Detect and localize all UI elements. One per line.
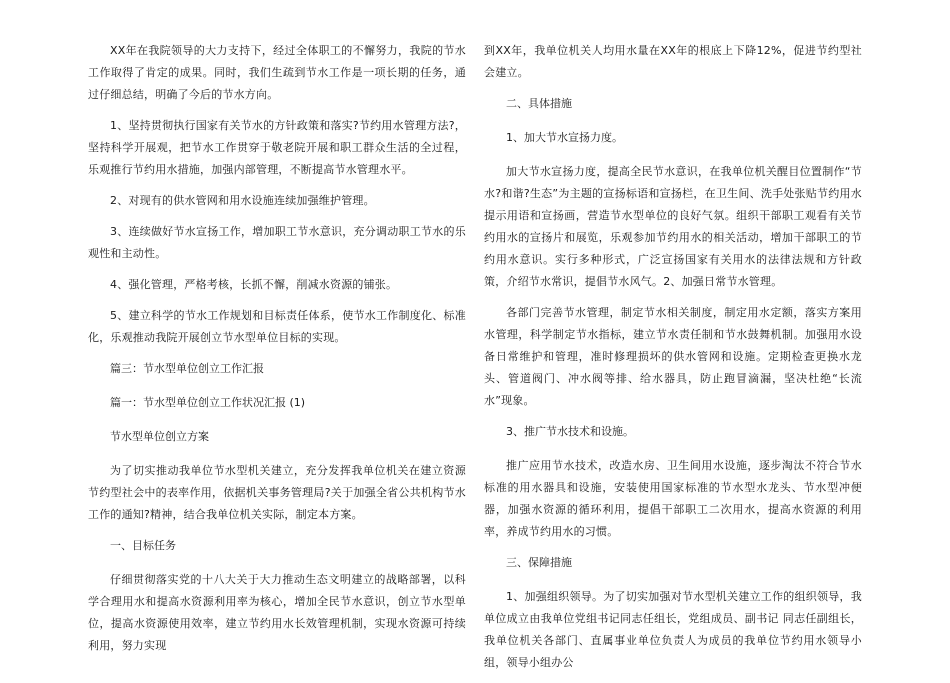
paragraph-measure-1: 加大节水宣扬力度，提高全民节水意识，在我单位机关醒目位置制作“节水?和谐?生态”为主题的宣扬标语和宣扬栏，在卫生间、洗手处张贴节约用水提示用语和宣扬画，营造节水型单位的良好气氛。组织干部职工观看有关节约用水的宣扬片和展览，乐观参加节约用水的相关活动，增加干部职工的节约用水意识。实行多种形式，广泛宣扬国家有关用水的法律法规和方针政策，介绍节水常识，提倡节水风气。2、加强日常节水管理。 [484, 165, 862, 288]
heading-article-1: 篇一：节水型单位创立工作状况汇报 (1) [110, 396, 306, 409]
heading-target-tasks: 一、目标任务 [110, 539, 176, 552]
heading-measure-3: 3、推广节水技术和设施。 [506, 425, 634, 438]
heading-specific-measures: 二、具体措施 [506, 97, 572, 110]
paragraph-item-4: 4、强化管理，严格考核，长抓不懈，削减水资源的铺张。 [110, 278, 398, 291]
right-column [484, 40, 862, 683]
heading-article-3: 篇三：节水型单位创立工作汇报 [110, 362, 264, 375]
paragraph-target-text: 仔细贯彻落实党的十八大关于大力推动生态文明建立的战略部署，以科学合理用水和提高水资源利用率为核心，增加全民节水意识，创立节水型单位，提高水资源使用效率，建立节约用水长效管理机制，实现水资源可持续利用，努力实现 [88, 573, 466, 652]
paragraph-intro: 为了切实推动我单位节水型机关建立，充分发挥我单位机关在建立资源节约型社会中的表率作用，依据机关事务管理局?关于加强全省公共机构节水工作的通知?精神，结合我单位机关实际，制定本方案。 [88, 464, 466, 521]
paragraph-item-3: 3、连续做好节水宣扬工作，增加职工节水意识，充分调动职工节水的乐观性和主动性。 [88, 225, 466, 260]
paragraph-summary: XX年在我院领导的大力支持下，经过全体职工的不懈努力，我院的节水工作取得了肯定的成果。同时，我们生疏到节水工作是一项长期的任务，通过仔细总结，明确了今后的节水方向。 [88, 44, 466, 101]
heading-plan-title: 节水型单位创立方案 [110, 430, 209, 443]
left-column [88, 40, 466, 666]
paragraph-item-2: 2、对现有的供水管网和用水设施连续加强维护管理。 [110, 194, 375, 207]
paragraph-item-1: 1、坚持贯彻执行国家有关节水的方针政策和落实?节约用水管理方法?，坚持科学开展观，把节水工作贯穿于敬老院开展和职工群众生活的全过程，乐观推行节约用水措施，加强内部管理，不断提高节水管理水平。 [88, 119, 466, 176]
paragraph-measure-3: 推广应用节水技术，改造水房、卫生间用水设施，逐步淘汰不符合节水标准的用水器具和设施，安装使用国家标准的节水型水龙头、节水型冲便器，加强水资源的循环利用，提倡干部职工二次用水，提高水资源的利用率，养成节约用水的习惯。 [484, 459, 862, 538]
heading-guarantee-measures: 三、保障措施 [506, 556, 572, 569]
paragraph-continuation: 到XX年，我单位机关人均用水量在XX年的根底上下降12%，促进节约型社会建立。 [484, 44, 862, 79]
paragraph-guarantee: 1、加强组织领导。为了切实加强对节水型机关建立工作的组织领导，我单位成立由我单位党组书记同志任组长，党组成员、副书记 同志任副组长，我单位机关各部门、直属事业单位负责人为成员的我单位节约用水领导小组，领导小组办公 [484, 590, 862, 669]
paragraph-measure-2: 各部门完善节水管理，制定节水相关制度，制定用水定额，落实方案用水管理，科学制定节水指标，建立节水责任制和节水鼓舞机制。加强用水设备日常维护和管理，准时修理损坏的供水管网和设施。定期检查更换水龙头、管道阀门、冲水阀等排、给水器具，防止跑冒滴漏，坚决杜绝“长流水”现象。 [484, 306, 862, 407]
paragraph-item-5: 5、建立科学的节水工作规划和目标责任体系，使节水工作制度化、标准化，乐观推动我院开展创立节水型单位目标的实现。 [88, 309, 466, 344]
heading-measure-1: 1、加大节水宣扬力度。 [506, 131, 623, 144]
